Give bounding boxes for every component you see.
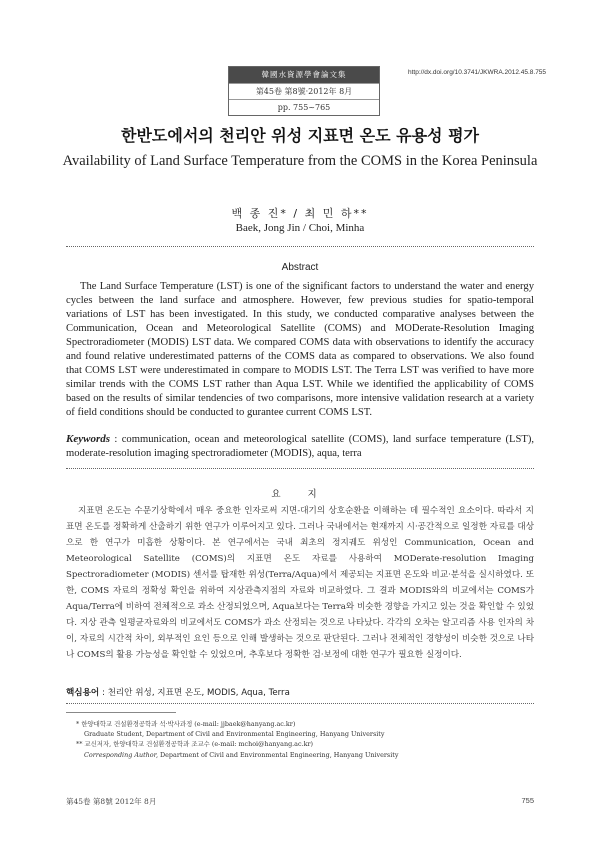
footnote-1: * 한양대학교 건설환경공학과 석·박사과정 (e-mail: jjbaek@hanyang.ac.kr) [76, 720, 296, 728]
footnote-2-english [76, 750, 534, 760]
journal-name: 韓國水資源學會論文集 [229, 67, 379, 83]
paper-title-english: Availability of Land Surface Temperature from the COMS in the Korea Peninsula [62, 153, 538, 169]
footnote-rule [66, 712, 176, 713]
journal-volume: 第45卷 第8號·2012年 8月 [229, 83, 379, 99]
footnote-2: ** 교신저자, 한양대학교 건설환경공학과 조교수 (e-mail: mchoi@hanyang.ac.kr) [76, 740, 314, 749]
korean-abstract-heading: 요 지 [271, 489, 329, 500]
keywords-label: Keywords [66, 433, 110, 445]
divider [66, 246, 534, 247]
keywords [66, 432, 534, 461]
footnote-1-english: Graduate Student, Department of Civil and Environmental Engineering, Hanyang University [84, 730, 385, 739]
divider [66, 703, 534, 704]
footnotes [76, 719, 534, 760]
divider [66, 468, 534, 469]
footer-issue: 第45卷 第8號 2012年 8月 [66, 797, 157, 806]
paper-title-korean: 한반도에서의 천리안 위성 지표면 온도 유용성 평가 [121, 126, 479, 145]
page-number: 755 [521, 796, 534, 805]
abstract-text: The Land Surface Temperature (LST) is one of the significant factors to understand the water and energy cycles between the land surface and atmosphere. However, few previous studies for spatio-temporal variations of LST has been investigated. In this study, we conducted comparative analyses between the Communication, Ocean and Meteorological Satellite (COMS) and MODerate-Resolution Imaging Spectroradiometer (MODIS) LST data. We compared COMS data with observations to identify the accuracy and found relative underestimated patterns of the COMS data as compared to observations. We also found that COMS LST were underestimated in compare to MODIS LST. The Terra LST was verified to have more similar trends with the COMS LST rather than Aqua LST. While we identified the applicability of COMS based on the results of similar tendencies of two comparisons, more intensive validation research at a variety of field conditions should be conducted to gurantee current COMS LST. [66, 281, 534, 418]
abstract-heading: Abstract [281, 262, 319, 273]
authors-english: Baek, Jong Jin / Choi, Minha [235, 222, 365, 234]
doi-link[interactable]: http://dx.doi.org/10.3741/JKWRA.2012.45.8.755 [408, 69, 547, 76]
journal-info-box [228, 66, 380, 116]
korean-keywords [66, 686, 534, 698]
korean-keywords-text: : 천리안 위성, 지표면 온도, MODIS, Aqua, Terra [99, 688, 290, 698]
journal-pages: pp. 755~765 [229, 99, 379, 115]
keywords-text: : communication, ocean and meteorological satellite (COMS), land surface temperature (LST), moderate-resolution imaging spectroradiometer (MODIS), aqua, terra [66, 434, 534, 459]
korean-keywords-label: 핵심용어 [66, 688, 100, 698]
korean-abstract-text: 지표면 온도는 수문기상학에서 매우 중요한 인자로써 지면-대기의 상호순환을 이해하는 데 필수적인 요소이다. 따라서 지표면 온도를 정확하게 산출하기 위한 연구가 이루어지고 있다. 그러나 국내에서는 현재까지 시·공간적으로 일정한 자료를 대상으로 한 연구가 미흡한 상황이다. 본 연구에서는 국내 최초의 정지궤도 위성인 Communication, Ocean and Meteorological Satellite (COMS)의 지표면 온도 자료를 사용하여 MODerate-resolution Imaging Spectroradiometer (MODIS) 센서를 탑재한 위성(Terra/Aqua)에서 제공되는 지표면 온도와 비교·분석을 실시하였다. 또한, COMS 자료의 정확성 확인을 위하여 지상관측지점의 자료와 비교하였다. 그 결과 MODIS와의 비교에서는 COMS가 Aqua/Terra에 비하여 전체적으로 과소 산정되었으며, Aqua보다는 Terra와 비슷한 경향을 가지고 있는 것을 확인할 수 있었다. 지상 관측 일평균자료와의 비교에서도 COMS가 과소 산정되는 것으로 나타났다. 각각의 오차는 알고리즘 사용 인자의 차이, 자료의 시간적 차이, 외부적인 요인 등으로 인해 발생하는 것으로 판단된다. 그러나 전체적인 경향성이 비슷한 것으로 나타나 COMS의 활용 가능성을 확인할 수 있었으며, 추후보다 정확한 검·보정에 대한 연구가 필요한 실정이다. [66, 506, 534, 660]
authors-korean: 백 종 진* / 최 민 하** [231, 207, 369, 220]
corresponding-author-label: Corresponding Author, [84, 750, 158, 759]
footnote-2-affiliation: Department of Civil and Environmental Engineering, Hanyang University [157, 750, 399, 759]
